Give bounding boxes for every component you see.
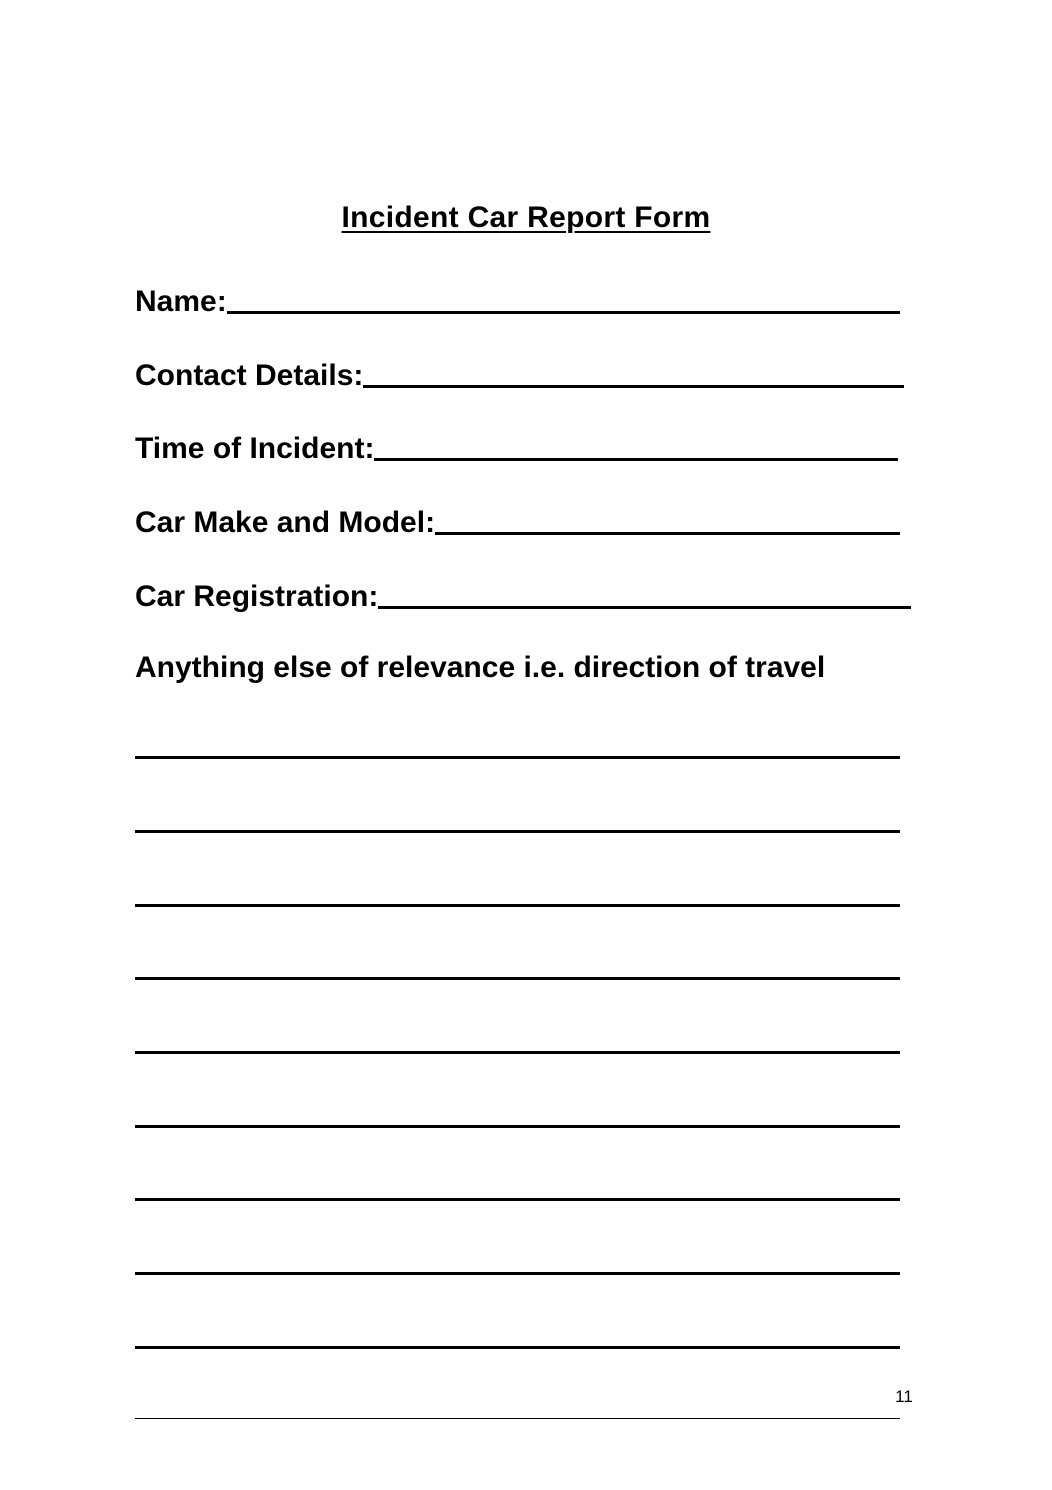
notes-line[interactable] bbox=[135, 1198, 900, 1201]
form-title bbox=[0, 198, 1052, 238]
name-field bbox=[135, 278, 900, 322]
page-number: 11 bbox=[895, 1387, 913, 1406]
notes-prompt: Anything else of relevance i.e. direction of travel bbox=[135, 651, 826, 684]
time-of-incident-field bbox=[135, 425, 898, 469]
contact-details-field bbox=[135, 352, 904, 396]
notes-line[interactable] bbox=[135, 756, 900, 759]
notes-line[interactable] bbox=[135, 904, 900, 907]
car-registration-field bbox=[135, 573, 911, 617]
time-of-incident-label: Time of Incident: bbox=[135, 432, 375, 465]
car-registration-label: Car Registration: bbox=[135, 580, 379, 613]
notes-line[interactable] bbox=[135, 1346, 900, 1349]
car-registration-input-line[interactable] bbox=[378, 576, 911, 609]
time-of-incident-input-line[interactable] bbox=[374, 428, 898, 461]
notes-line[interactable] bbox=[135, 977, 900, 980]
notes-line[interactable] bbox=[135, 1051, 900, 1054]
notes-line[interactable] bbox=[135, 830, 900, 833]
contact-details-input-line[interactable] bbox=[363, 355, 904, 388]
car-make-model-label: Car Make and Model: bbox=[135, 506, 436, 539]
notes-line[interactable] bbox=[135, 1125, 900, 1128]
car-make-model-field bbox=[135, 499, 900, 543]
name-input-line[interactable] bbox=[227, 281, 900, 314]
name-label: Name: bbox=[135, 285, 227, 318]
notes-line[interactable] bbox=[135, 1272, 900, 1275]
car-make-model-input-line[interactable] bbox=[435, 502, 900, 535]
form-title-text: Incident Car Report Form bbox=[341, 201, 711, 234]
contact-details-label: Contact Details: bbox=[135, 359, 364, 392]
footer-rule bbox=[135, 1418, 900, 1419]
